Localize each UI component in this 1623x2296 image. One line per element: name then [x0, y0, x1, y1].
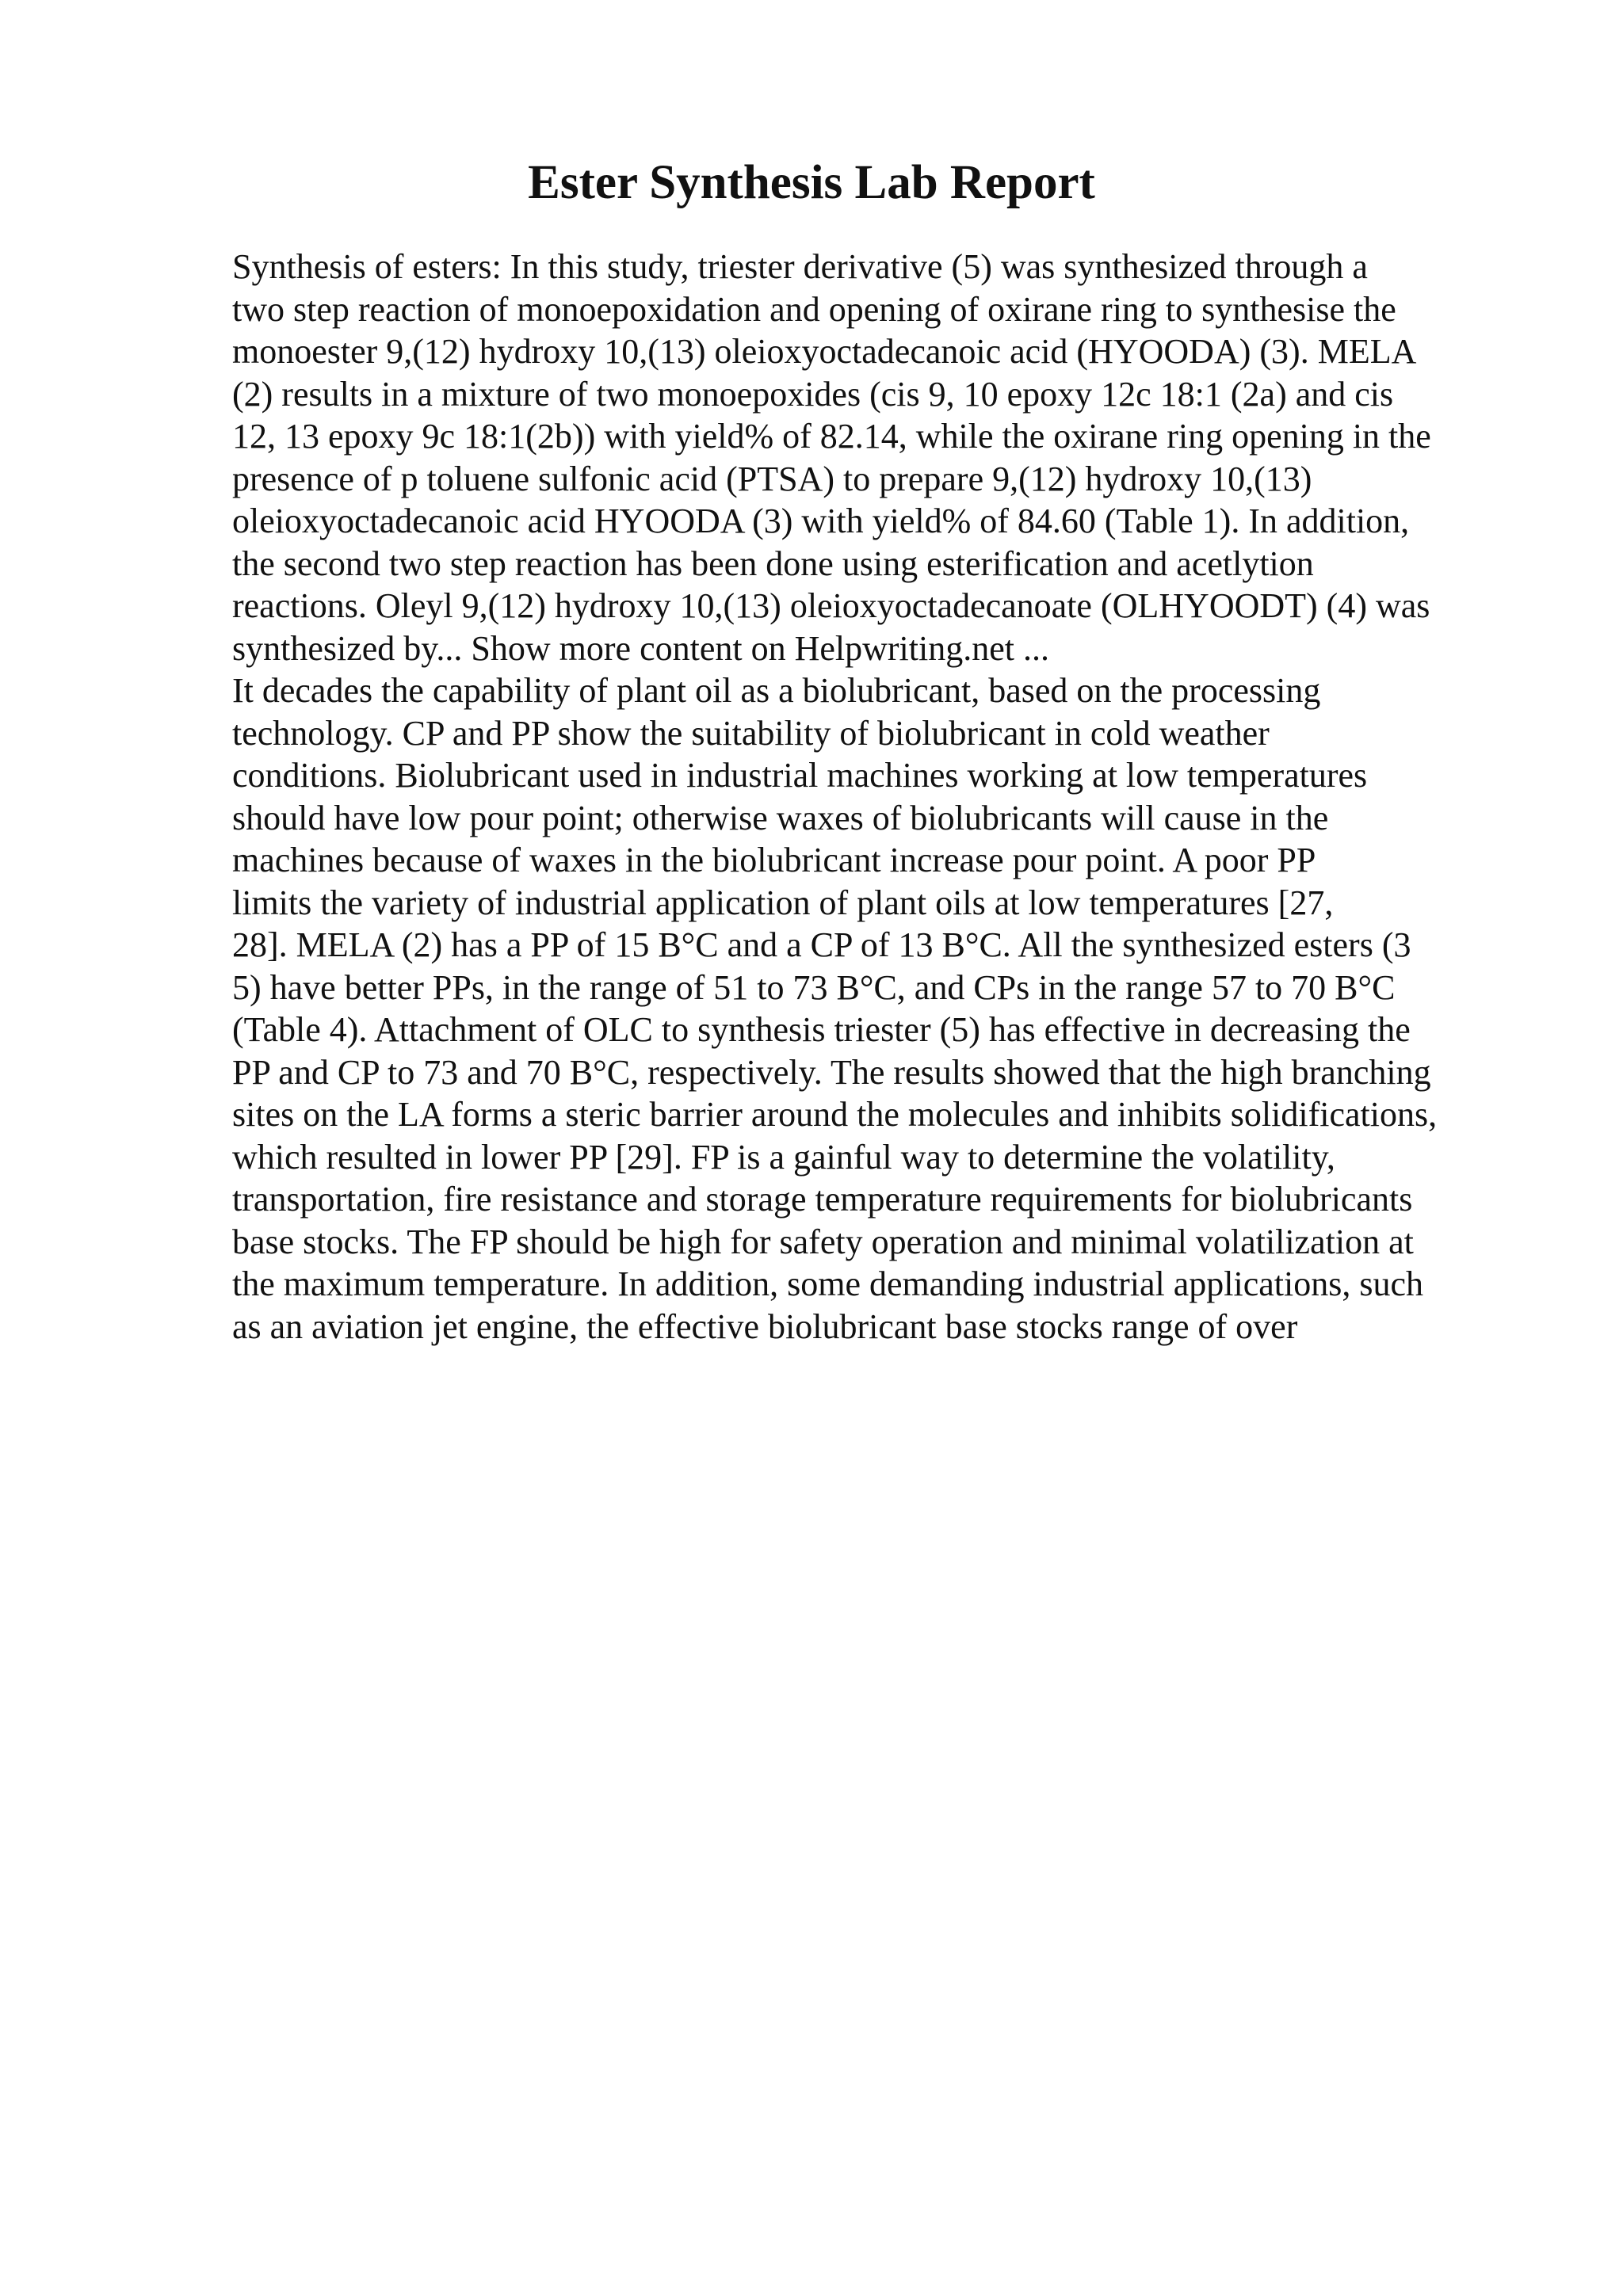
body-line: the second two step reaction has been done using esterification and acetlytion	[232, 543, 1314, 583]
body-line: base stocks. The FP should be high for safety operation and minimal volatilization at	[232, 1222, 1414, 1261]
body-line: the maximum temperature. In addition, some demanding industrial applications, such	[232, 1264, 1423, 1303]
body-line: two step reaction of monoepoxidation and opening of oxirane ring to synthesise the	[232, 289, 1396, 329]
body-line: (Table 4). Attachment of OLC to synthesis triester (5) has effective in decreasing the	[232, 1010, 1411, 1049]
body-line: Synthesis of esters: In this study, triester derivative (5) was synthesized through a	[232, 247, 1368, 286]
body-line: oleioxyoctadecanoic acid HYOODA (3) with yield% of 84.60 (Table 1). In addition,	[232, 502, 1410, 540]
document-title: Ester Synthesis Lab Report	[528, 156, 1095, 209]
document-body	[232, 246, 1532, 1348]
body-line: limits the variety of industrial application of plant oils at low temperatures [27,	[232, 883, 1334, 922]
body-line: monoester 9,(12) hydroxy 10,(13) oleioxyoctadecanoic acid (HYOODA) (3). MELA	[232, 332, 1417, 371]
body-line: sites on the LA forms a steric barrier around the molecules and inhibits solidifications,	[232, 1095, 1438, 1134]
body-line: synthesized by... Show more content on Helpwriting.net ...	[232, 628, 1049, 668]
body-line: reactions. Oleyl 9,(12) hydroxy 10,(13) oleioxyoctadecanoate (OLHYOODT) (4) was	[232, 586, 1430, 625]
body-line: PP and CP to 73 and 70 B°C, respectively. The results showed that the high branching	[232, 1052, 1431, 1092]
body-line: presence of p toluene sulfonic acid (PTSA) to prepare 9,(12) hydroxy 10,(13)	[232, 459, 1312, 498]
body-line: 5) have better PPs, in the range of 51 to 73 B°C, and CPs in the range 57 to 70 B°C	[232, 967, 1396, 1007]
body-line: which resulted in lower PP [29]. FP is a gainful way to determine the volatility,	[232, 1137, 1335, 1177]
body-line: It decades the capability of plant oil as a biolubricant, based on the processing	[232, 671, 1321, 710]
body-line: 12, 13 epoxy 9c 18:1(2b)) with yield% of 82.14, while the oxirane ring opening in the	[232, 417, 1431, 456]
body-line: should have low pour point; otherwise waxes of biolubricants will cause in the	[232, 798, 1329, 837]
body-line: as an aviation jet engine, the effective biolubricant base stocks range of over	[232, 1306, 1298, 1346]
body-line: (2) results in a mixture of two monoepoxides (cis 9, 10 epoxy 12c 18:1 (2a) and cis	[232, 374, 1394, 414]
body-line: transportation, fire resistance and storage temperature requirements for biolubricants	[232, 1180, 1413, 1219]
body-line: 28]. MELA (2) has a PP of 15 B°C and a CP of 13 B°C. All the synthesized esters (3	[232, 925, 1411, 964]
body-line: machines because of waxes in the biolubricant increase pour point. A poor PP	[232, 841, 1316, 879]
body-line: technology. CP and PP show the suitability of biolubricant in cold weather	[232, 713, 1270, 753]
body-line: conditions. Biolubricant used in industrial machines working at low temperatures	[232, 756, 1368, 795]
